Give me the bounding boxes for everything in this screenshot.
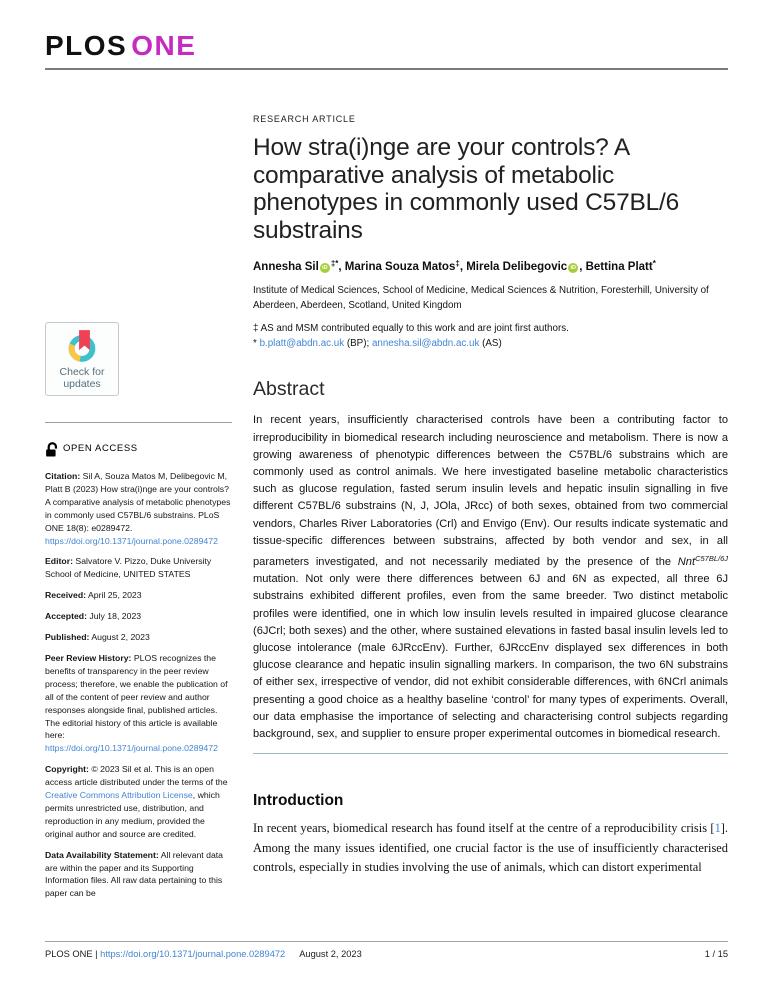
page-number: 1 / 15 [704, 949, 728, 959]
published-date: August 2, 2023 [91, 632, 150, 643]
check-for-updates-badge[interactable] [45, 322, 119, 396]
published-label: Published: [45, 632, 90, 643]
editor-text: Salvatore V. Pizzo, Duke University School of Medicine, UNITED STATES [45, 556, 212, 580]
page-content [0, 70, 773, 938]
gene-superscript: C57BL/6J [695, 554, 728, 563]
correspondence-star: * [253, 337, 257, 349]
received-date: April 25, 2023 [87, 590, 142, 601]
accepted-label: Accepted: [45, 611, 87, 622]
abstract-text-post: mutation. Not only were there differences between 6J and 6N as expected, all three 6J substrains exhibited different profiles, even from the same breeder. Two distinct metabolic profiles were identified, one in which low insulin levels resulted in impaired glucose clearance (6JCrl; both sexes) and the other, where sustained elevations in fasted basal insulin levels led to glucose intolerance (male 6JRccEnv). Further, 6JRccEnv displayed sex differences in both glucose clearance and hepatic insulin signalling markers. In comparison, the two 6N substrains of either sex, irrespective of vendor, did not exhibit considerable differences, with 6NCrl animals presenting a good choice as a healthy baseline ‘control’ for many types of experiments. Overall, our data emphasise the importance of selecting and characterising control subjects regarding background, sex, and supplier to ensure proper experimental outcomes in biomedical research. [253, 573, 728, 741]
author-list [253, 259, 728, 273]
author-separator: , [579, 261, 583, 273]
page-footer [45, 941, 728, 993]
article-type-kicker: RESEARCH ARTICLE [253, 114, 356, 124]
open-access-label: OPEN ACCESS [63, 443, 138, 455]
copyright-text-pre: © 2023 Sil et al. This is an open access article distributed under the terms of the [45, 764, 228, 788]
author-name: Mirela Delibegovic [466, 261, 568, 273]
email-tag-as: (AS) [482, 337, 502, 349]
plos-one-logo [45, 30, 728, 62]
author-name: Marina Souza Matos [344, 261, 456, 273]
peer-review-doi-link[interactable]: https://doi.org/10.1371/journal.pone.0289472 [45, 743, 218, 754]
published-block [45, 631, 232, 644]
journal-header [0, 0, 773, 62]
copyright-label: Copyright: [45, 764, 89, 775]
abstract-text-pre: In recent years, insufficiently characterised controls have been a contributing factor to irreproducibility in biomedical research including neuroscience and metabolism. There is now a growing awareness of phenotypic differences between the C57BL/6 substrains which are commonly used as control animals. We here investigated baseline metabolic characteristics such as glucose regulation, fasted serum insulin levels and hepatic insulin signalling in five different C57BL/6 substrains (N, J, JOla, JRcc) of both sexes, obtained from two commercial vendors, Charles River Laboratories (Crl) and Envigo (Env). Our results indicate systematic and tissue-specific differences between substrains, affected by both vendor and sex, in all parameters investigated, and not necessarily mediated by the presence of the [253, 414, 728, 568]
data-availability-label: Data Availability Statement: [45, 849, 159, 860]
abstract-divider [253, 753, 728, 754]
editor-block [45, 555, 232, 581]
citation-label: Citation: [45, 471, 81, 481]
data-availability-block [45, 849, 232, 901]
open-lock-icon [45, 442, 58, 457]
peer-review-block [45, 652, 232, 755]
received-block [45, 589, 232, 602]
affiliation: Institute of Medical Sciences, School of Medicine, Medical Sciences & Nutrition, Foresterhill, University of Aberdeen, Aberdeen, Scotland, United Kingdom [253, 285, 709, 311]
citation-text: Sil A, Souza Matos M, Delibegovic M, Platt B (2023) How stra(i)nge are your controls? A comparative analysis of metabolic phenotypes in commonly used C57BL/6 substrains. PLoS ONE 18(8): e0289472. [45, 471, 231, 533]
footer-date: August 2, 2023 [299, 949, 362, 959]
accepted-block [45, 610, 232, 623]
abstract-heading: Abstract [253, 378, 325, 401]
footer-doi-link[interactable]: https://doi.org/10.1371/journal.pone.0289472 [100, 949, 286, 959]
email-tag-bp: (BP); [346, 337, 370, 349]
abstract-text [253, 412, 728, 743]
logo-plos-text: PLOS [45, 30, 128, 61]
article-title: How stra(i)nge are your controls? A comparative analysis of metabolic phenotypes in commonly used C57BL/6 substrains [253, 134, 680, 244]
correspondence-note [253, 337, 728, 352]
footer-separator: | [95, 949, 98, 959]
orcid-icon[interactable]: iD [568, 263, 578, 273]
check-updates-label: Check for updates [59, 366, 105, 390]
intro-text-pre: In recent years, biomedical research has found itself at the centre of a reproducibility crisis [ [253, 821, 715, 836]
copyright-block [45, 763, 232, 840]
author-name: Bettina Platt [585, 261, 653, 273]
author-separator: , [459, 261, 464, 273]
author-sup: * [652, 259, 656, 268]
author-notes [253, 322, 728, 351]
accepted-date: July 18, 2023 [89, 611, 142, 622]
orcid-icon[interactable]: iD [320, 263, 330, 273]
copyright-text-post: , which permits unrestricted use, distribution, and reproduction in any medium, provided the original author and source are credited. [45, 790, 220, 839]
citation-block [45, 470, 232, 547]
equal-contribution-note: ‡ AS and MSM contributed equally to this work and are joint first authors. [253, 323, 569, 335]
open-access-row [45, 442, 232, 457]
intro-text-post: ]. Among the many issues identified, one crucial factor is the use of insufficiently characterised controls, especially in studies involving the use of animals, which can distort experimental [253, 821, 728, 875]
peer-review-label: Peer Review History: [45, 652, 132, 663]
received-label: Received: [45, 590, 87, 601]
introduction-heading: Introduction [253, 792, 344, 810]
logo-one-text: ONE [131, 30, 197, 61]
sidebar [45, 70, 232, 938]
author-separator: , [338, 261, 342, 273]
cc-license-link[interactable]: Creative Commons Attribution License [45, 790, 193, 801]
gene-symbol: Nnt [677, 556, 696, 568]
data-availability-text: All relevant data are within the paper and its Supporting Information files. All raw data pertaining to this paper can be [45, 849, 224, 899]
footer-journal: PLOS ONE [45, 949, 93, 959]
author-sup: ‡ [455, 259, 460, 268]
reference-1-link[interactable]: 1 [714, 821, 721, 836]
author-name: Annesha Sil [253, 261, 319, 273]
introduction-text [253, 819, 728, 878]
email-link-bp[interactable]: b.platt@abdn.ac.uk [259, 337, 345, 349]
editor-label: Editor: [45, 556, 73, 567]
peer-review-text: PLOS recognizes the benefits of transparency in the peer review process; therefore, we enable the publication of all of the content of peer review and author responses alongside final, published articles. The editorial history of this article is available here: [45, 652, 228, 741]
sidebar-divider [45, 422, 232, 423]
check-updates-icon [62, 326, 102, 366]
email-link-as[interactable]: annesha.sil@abdn.ac.uk [371, 337, 480, 349]
main-column [253, 70, 728, 938]
author-sup: ‡* [330, 259, 339, 268]
citation-doi-link[interactable]: https://doi.org/10.1371/journal.pone.0289472 [45, 535, 218, 546]
